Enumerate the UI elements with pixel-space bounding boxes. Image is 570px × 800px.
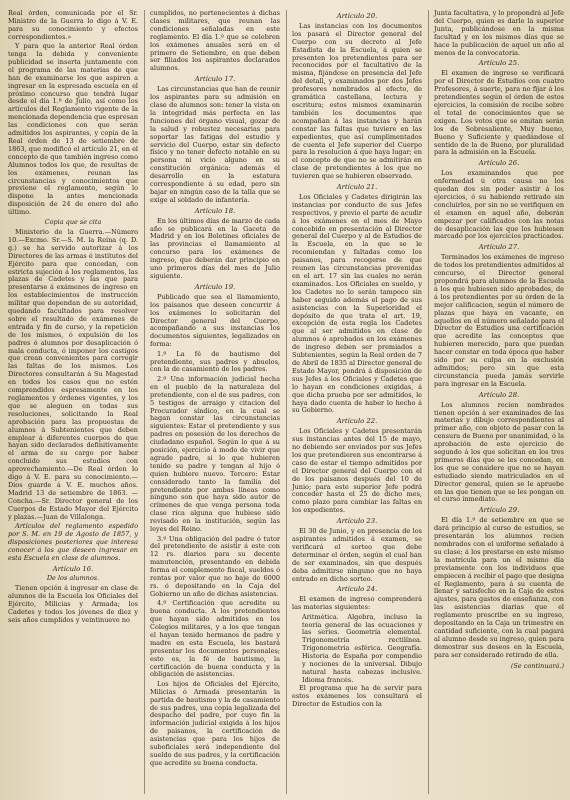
- article-heading: Artículo 29.: [478, 506, 520, 515]
- article-heading: Artículo 21.: [336, 183, 378, 192]
- article-heading: Artículo 18.: [194, 206, 236, 215]
- paragraph: cumplidos, no pertenecientes á dichas clases militares, que reunan las condiciones señaladas en este reglamento. El día 1.º que se celebren los exámenes anuales será en el primero de Setiembre, en que deben ser filiados los aspirantes declarados alumnos.: [150, 10, 280, 73]
- paragraph: Real órden, comunicada por el Sr. Ministro de la Guerra lo digo á V. E. para su conocimiento y efectos correspondientes.»: [8, 10, 138, 41]
- paragraph: Terminados los exámenes de ingreso de todos los pretendientes admitidos al concurso, el Director general propondrá para alumnos de la Escuela á los que hubiesen sido aprobados, de á los pretendientes por su órden de la mejor calificacion, según el número de plazas que haya en vacante, en aquellos en el número señalado para el Director de Estudios una certificación que acredite las conceptos que hubieren merecido, para que puedan hacer constar en toda época que haber sido por su culpa en la exclusión admitidos; pero sin que esta circunstancia pueda jamás servirle para ingresar en la Escuela.: [434, 253, 564, 388]
- paragraph: El 30 de Junio, y en presencia de los aspirantes admitidos á examen, se verificará el sorteo que debe determinar el órden, según el cual han de ser examinados, sin que después deba admitirse ninguno que no haya entrado en dicho sorteo.: [292, 527, 422, 583]
- column-4: [428, 10, 564, 794]
- paragraph: Las instancias con los documentos los pasará el Director general del Cuerpo con su decreto al Jefe Estadista de la Escuela, á quien se presenten los pretendientes para ser reconocidos por el facultativo de la misma, fijándose en presencia del Jefe del detall, y examinados por dos Jefes profesores nombrados al efecto, de gramática castellana, lectura y escritura; estos mismos examinarán también los documentos que acompañan á las instancias y harán constar las faltas que tuviere en las expedientes, que así cumplimentados de cuenta el Jefe superior del Cuerpo para la resolucion á que haya lugar; en el concepto de que no se admitirán en clase de pretendientes á los que no tuvieren que se hubieren observado.: [292, 21, 422, 181]
- paragraph: El examen de ingreso comprenderá las materias siguientes:: [292, 595, 422, 612]
- paragraph: Los alumnos recien nombrados tienen opción á ser examinados de las materias y dibujo correspondientes al primer año, con objeto de pasar con la censura de Bueno por unanimidad, ó la aprobación de este ejercicio de segundo á los que solicitan en los tres primeros días que se les concedan, en los que se considere que no se hayan estudiado siendo matriculados en el Director general, quien se le apruebe en las que tienen que se les pongan en el curso inmediato.: [434, 400, 564, 504]
- article-heading: Artículo 17.: [194, 75, 236, 84]
- article-heading: Artículo 22.: [336, 417, 378, 426]
- paragraph: Las circunstancias que han de reunir los aspirantes para su admisión en clase de alumnos son: tener la vista en la integridad más perfecta en las funciones del órgano visual, gozar de la salud y robustez necesarias para soportar las fatigas del estudio y servicio del Cuerpo, estar sin defecto físico y no tener defecto notable en su persona ni vicio alguno en su constitución orgánica: además el desarrollo en la estatura correspondiente á su edad, pero sin bajar en ningún caso de la talla que se exige al soldado de infantería.: [150, 85, 280, 204]
- paragraph: Los Oficiales y Cadetes dirigirán las instancias por conducto de sus Jefes respectivos, y previo el parte de acudir á los exámenes en el mes de Mayo concebido en presentación al Director general del Cuerpo y al de Estudios de la Escuela, en la que se le recomiendan y faltadas como los paisanos, para recogerse de que reunen las circunstancias prevenidas en el art. 17 sin las cuales no serán examinados. Los Oficiales en sueldo, y los Cadetes no lo serán tampoco sin haber seguido además el pago de sus asistencias con la Superioridad el depósito de que trata el art. 19, excepción de esta regla los Cadetes que al ser admitidos en clase de alumnos ó aprobados en los exámenes de ingreso deben ser premiados a Subtenientes, según la Real orden de 7 de Abril de 1835 al Director general de Estado Mayor, pondrá á disposición de sus Jefes á los Oficiales y Cadetes que lo hayan en condiciones exigidas, á que dicha prueba por ser admitidos, le haya dado cuenta de haber lo hecho á su Gobierno.: [292, 192, 422, 415]
- paragraph: Los examinandos que por enfermedad ú otra causa no los quedan dos sin poder asistir á los ejercicios, ó su habiendo retirado sin concluirlos, por sin no se verifiquen en el examen en aquel año, deberán empezar por calificados con las notas de desaplicación las que los hubiesen marcado por los ejercicios practicados.: [434, 169, 564, 241]
- section-subheading: Copia que se cita: [44, 218, 102, 227]
- article-heading: Artículo 16.: [52, 564, 94, 573]
- italic-intro: Artículos del reglamento espedido por S. M. en 19 de Agosto de 1857, y disposiciones posteriores que interesa conocer á los que deseen ingresar en esta Escuela en clase de alumnos.: [8, 522, 138, 562]
- article-heading: Artículo 25.: [478, 59, 520, 68]
- section-subheading: De los alumnos.: [46, 574, 100, 583]
- paragraph: El día 1.º de setiembre en que se dará principio al curso de estudios, se presentarán los alumnos recien nombrados con el uniforme señalado á su clase; á los prestarse en este mismo la matrícula para un el mismo día previamente con los individuos que empiecen á recibir el pago que designa el Reglamento, para á su cuenta de llenar y satisfecho en la Caja de estos ajustes, para gastos de enseñanza, con las asistencias diarias que el reglamento prescribe en su ingreso, depositando en la Caja un trimestre en cantidad suficiente, con la cual pagará al alumno desde su ingreso, quien para demostrar sus deseos en la Escuela, para ser considerado retirado de ella.: [434, 516, 564, 659]
- article-heading: Artículo 19.: [194, 282, 236, 291]
- paragraph: 1.º La fé de bautismo del pretendiente, sus padres y abuelos, con la de casamiento de los padres.: [150, 349, 280, 374]
- paragraph: 4.º Certificación que acredite su buena conducta. A los pretendientes que hayan sido admitidos en los Colegios militares, y a los que tengan el hayan tenido hermanos de padre y madre en esta Escuela, les bastará presentar los documentos personales; esto es, la fé de bautismo, la certificación de buena conducta y la obligación de asistencias.: [150, 599, 280, 679]
- paragraph: 2.º Una información judicial hecha en el pueblo de la naturaleza del pretendiente, con el de sus padres, con 5 testigos de arraigo y citacion del Procurador síndico, en la cual se hagan constar las circunstancias siguientes: Estar el pretendiente y sus padres en posesión de los derechos de ciudadano español. Según lo que á su posición, ejercicio á modo de vivir que agrade padre, si lo que hubieren tenido su padre y tengan al hijo ó quien hubiere nuevo. Tercero: Estar considerado tanto la familia del pretendiente por ambas líneas como ninguno son que haya sido autor de crímenes de que venga persona toda clase rica alguna que hubiese sido revisado en la institución, según las leyes del Reino.: [150, 374, 280, 534]
- paragraph: 3.º Una obligación del padre ó tutor del pretendiente de asistir á este con 12 rs. diarios para su decente manutención, presentando en debida forma el complemento fiscal, sueldos ó rentas por valor que no baje de 6000 rs. ó depositando en la Caja del Gobierno un año de dichas asistencias.: [150, 534, 280, 598]
- paragraph: El programa que ha de servir para estos exámenes los consultará el Director de Estudios con la: [292, 683, 422, 708]
- column-2: [144, 10, 280, 794]
- paragraph: Publicado que sea el llamamiento, los paisanos que deseen concurrir á los exámenes lo solicitarán del Director general del Cuerpo, acompañando a sus instancias los documentos siguientes, legalizados en forma:: [150, 292, 280, 349]
- article-heading: Artículo 28.: [478, 390, 520, 399]
- paragraph: Y para que la anterior Real órden tenga la debida y conveniente publicidad se inserta juntamente con el programa de las materias de que han de examinarse los que aspiren a ingresar en la espresada escuela en el próximo concurso que tendrá lugar desde el día 1.º de Julio, así como los artículos del Reglamento vigente de la mencionada dependencia que espresan las condiciones con que serán admitidos los aspirantes, y copia de la Real órden de 13 de setiembre de 1863, que modificó el artículo 21, en el concepto de que también ingreso como Alumnos todos los que, de resultas de los exámenes, reunan las circunstancias y conocimientos que previene el reglamento, según lo dispone la antes mencionada disposición de 24 de enero del año último.: [8, 42, 138, 217]
- paragraph: El examen de ingreso se verificará por el Director de Estudios con cuatro Profesores, á suerte, para no fijar á los pretendientes según el órden de estos ejercicios, la comisión de recibe sobre el total de conocimientos que se exigen. Los votos que se emitan serán los de Sobresaliente, Muy bueno, Bueno y Suficiente y quedándose el sentido de la de Bueno, por pluralidad para la admisión en la Escuela.: [434, 69, 564, 157]
- article-heading: Artículo 27.: [478, 243, 520, 252]
- column-1: [8, 10, 138, 794]
- paragraph: Tienen opción á ingresar en clase de alumnos de la Escuela los Oficiales del Ejército, Milicias y Armada; los Cadetes y todos los jóvenes de diez y seis años cumplidos y veintinueve no: [8, 584, 138, 624]
- paragraph: Junta facultativa, y lo propondrá al Jefe del Cuerpo, quien es darle la superior Junta, publicándose en la misma facultad y en los mismos días que se hace la publicación de aquel un año al menos de la convocatoria.: [434, 10, 564, 57]
- article-heading: Artículo 26.: [478, 159, 520, 168]
- paragraph: En los últimos días de marzo de cada año se publicará en la Gaceta de Madrid y en los Boletines oficiales de las provincias el llamamiento al concurso para los exámenes de ingreso, que deberán dar principio en uno primeros días del mes de Julio siguiente.: [150, 216, 280, 280]
- paragraph: Los hijos de Oficiales del Ejército, Milicias ó Armada presentarán la partida de bautismo y la de casamiento de sus padres, una copia legalizada del despacho del padre, por cuyo fin la información judicial exigida á los hijos de paisanos, la certificación de asistencias que para los hijos de suboficiales será independiente del sueldo de sus padres, y la certificación que acredite su buena conducta.: [150, 679, 280, 767]
- column-3: [286, 10, 422, 794]
- article-heading: Artículo 20.: [336, 12, 378, 20]
- continuation-note: (Se continuará.): [510, 661, 564, 670]
- article-heading: Artículo 23.: [336, 517, 378, 526]
- paragraph: Ministerio de la Guerra.—Número 10.—Excmo. Sr.—S. M. la Reina (q. D. g.) se ha servido autorizar á los Directores de las armas é institutos del Ejército para que concedan, con estricta sujeción á los reglamentos, las plazas de Cadetes y las que para presentarse á exámenes de ingreso en los establecimientos de instrucción militar que dependan de su autoridad, quedando facultados para resolver sobre el resultado de exámenes de entrada y fin de curso, y la repetición de los mismos, ó expulsión de los padres ó alumnos por desaplicación ó mala conducta, ó imponer los castigos que crean convenientes para corregir las faltas de los mismos. Los Directores consultarán á Su Magestad en todos los casos que no estén comprendidos espresamente en los reglamentos y órdenes vigentes, y los que se aleguen en todas sus resoluciones, solicitando la Real aprobación para las propuestas de alumnos á Subtenientes que deben emplear á diferentes cuerpos de que hayan sido declarados definitivamente el arma de su cargo por haber concluido sus estudios con aprovechamiento.—De Real órden lo digo á V. E. para su conocimiento.—Dios guarde á V. E. muchos años. Madrid 13 de setiembre de 1863. —Concha.—Sr. Director general de los Cuerpos de Estado Mayor del Ejército y plazas.—Juan de Villalonga.: [8, 227, 138, 521]
- subject-list: Aritmética. Algebra, incluso la teoría general de las ecuaciones y las series. Geometría elemental. Trigonometría rectilínea. Trigonometría esférica. Geografía. Historia de España por compendio y nociones de la universal. Dibujo natural hasta cabezas inclusive. Idioma francés.: [302, 612, 422, 684]
- article-heading: Artículo 24.: [336, 585, 378, 594]
- paragraph: Los Oficiales y Cadetes presentarán sus instancias antes del 15 de mayo, no debiendo ser enviados por sus Jefes los que pretendieren sus encontrarse á caso de estar el tiempo admitidos por el Director general del Cuerpo con el de los paisanos después del 10 de Junio; para este superior Jefe podrá conceder hasta el 25 de dicho mes, como plazo para cambiar las faltas en los expedientes.: [292, 427, 422, 515]
